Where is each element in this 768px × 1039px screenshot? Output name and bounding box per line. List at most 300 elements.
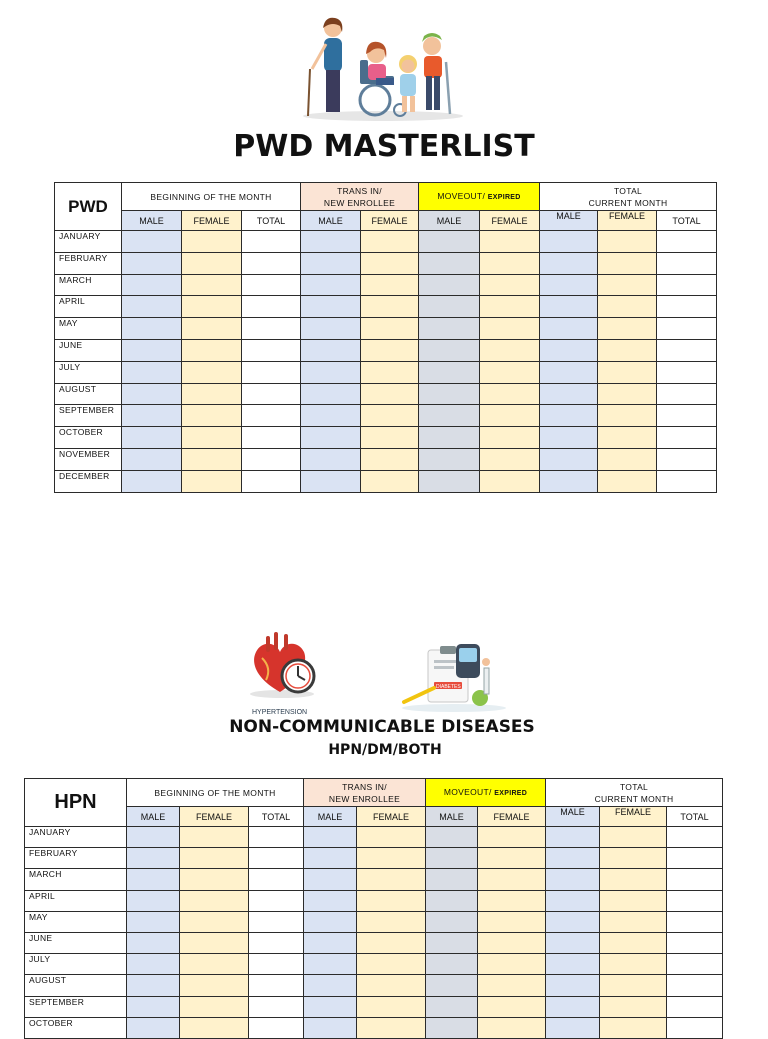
- entry-cell[interactable]: [182, 252, 242, 274]
- entry-cell[interactable]: [540, 339, 598, 361]
- entry-cell[interactable]: [249, 827, 304, 848]
- entry-cell[interactable]: [540, 318, 598, 340]
- entry-cell[interactable]: [419, 470, 480, 492]
- entry-cell[interactable]: [304, 890, 357, 911]
- entry-cell[interactable]: [478, 975, 546, 996]
- entry-cell[interactable]: [478, 996, 546, 1017]
- entry-cell[interactable]: [304, 996, 357, 1017]
- entry-cell[interactable]: [480, 339, 540, 361]
- entry-cell[interactable]: [419, 252, 480, 274]
- entry-cell[interactable]: [182, 339, 242, 361]
- month-label: MAY: [55, 318, 122, 340]
- table-tag-hpn: HPN: [25, 779, 127, 827]
- header-total-line2: CURRENT MONTH: [594, 793, 674, 804]
- entry-cell[interactable]: [598, 274, 657, 296]
- entry-cell[interactable]: [667, 869, 723, 890]
- entry-cell[interactable]: [242, 339, 301, 361]
- entry-cell[interactable]: [242, 361, 301, 383]
- entry-cell[interactable]: [301, 383, 361, 405]
- table-row: [25, 996, 723, 1017]
- month-label: APRIL: [55, 296, 122, 318]
- entry-cell[interactable]: [127, 890, 180, 911]
- table-row: [55, 274, 717, 296]
- entry-cell[interactable]: [357, 975, 426, 996]
- entry-cell[interactable]: [600, 827, 667, 848]
- entry-cell[interactable]: [478, 1017, 546, 1038]
- entry-cell[interactable]: [598, 448, 657, 470]
- entry-cell[interactable]: [657, 274, 717, 296]
- entry-cell[interactable]: [478, 954, 546, 975]
- entry-cell[interactable]: [419, 448, 480, 470]
- entry-cell[interactable]: [419, 383, 480, 405]
- ncd-title: NON-COMMUNICABLE DISEASES: [229, 717, 535, 737]
- entry-cell[interactable]: [249, 932, 304, 953]
- entry-cell[interactable]: [301, 296, 361, 318]
- entry-cell[interactable]: [122, 252, 182, 274]
- entry-cell[interactable]: [301, 231, 361, 253]
- entry-cell[interactable]: [540, 274, 598, 296]
- entry-cell[interactable]: [361, 252, 419, 274]
- entry-cell[interactable]: [180, 996, 249, 1017]
- header-total-line1: TOTAL: [613, 185, 643, 196]
- entry-cell[interactable]: [249, 848, 304, 869]
- entry-cell[interactable]: [419, 296, 480, 318]
- entry-cell[interactable]: [419, 318, 480, 340]
- entry-cell[interactable]: [546, 890, 600, 911]
- header-expired-label: EXPIRED: [487, 193, 521, 201]
- entry-cell[interactable]: [598, 470, 657, 492]
- entry-cell[interactable]: [122, 383, 182, 405]
- entry-cell[interactable]: [182, 427, 242, 449]
- header-beginning-of-month: BEGINNING OF THE MONTH: [127, 779, 304, 807]
- entry-cell[interactable]: [127, 975, 180, 996]
- heart-clock-illustration: [246, 628, 326, 718]
- subheader-female: FEMALE: [357, 807, 426, 827]
- header-total-current-month: [540, 183, 717, 211]
- entry-cell[interactable]: [301, 405, 361, 427]
- entry-cell[interactable]: [127, 911, 180, 932]
- entry-cell[interactable]: [667, 932, 723, 953]
- entry-cell[interactable]: [249, 996, 304, 1017]
- entry-cell[interactable]: [301, 427, 361, 449]
- month-label: JULY: [25, 954, 127, 975]
- entry-cell[interactable]: [357, 848, 426, 869]
- month-label: SEPTEMBER: [25, 996, 127, 1017]
- pwd-masterlist-table: [54, 182, 717, 493]
- entry-cell[interactable]: [304, 932, 357, 953]
- entry-cell[interactable]: [180, 932, 249, 953]
- entry-cell[interactable]: [242, 470, 301, 492]
- subheader-female: FEMALE: [180, 807, 249, 827]
- entry-cell[interactable]: [180, 827, 249, 848]
- entry-cell[interactable]: [657, 427, 717, 449]
- entry-cell[interactable]: [540, 448, 598, 470]
- entry-cell[interactable]: [122, 448, 182, 470]
- entry-cell[interactable]: [419, 231, 480, 253]
- subheader-female: FEMALE: [361, 211, 419, 231]
- entry-cell[interactable]: [540, 383, 598, 405]
- header-moveout: [426, 779, 546, 807]
- entry-cell[interactable]: [242, 296, 301, 318]
- month-label: MARCH: [25, 869, 127, 890]
- subheader-male: MALE: [546, 807, 600, 827]
- entry-cell[interactable]: [357, 890, 426, 911]
- table-row: [55, 231, 717, 253]
- entry-cell[interactable]: [600, 890, 667, 911]
- entry-cell[interactable]: [419, 405, 480, 427]
- entry-cell[interactable]: [598, 231, 657, 253]
- entry-cell[interactable]: [242, 252, 301, 274]
- subheader-male: MALE: [304, 807, 357, 827]
- entry-cell[interactable]: [480, 318, 540, 340]
- hpn-table: [24, 778, 723, 1039]
- entry-cell[interactable]: [600, 975, 667, 996]
- entry-cell[interactable]: [419, 339, 480, 361]
- entry-cell[interactable]: [657, 231, 717, 253]
- entry-cell[interactable]: [304, 869, 357, 890]
- entry-cell[interactable]: [667, 848, 723, 869]
- entry-cell[interactable]: [657, 318, 717, 340]
- entry-cell[interactable]: [301, 448, 361, 470]
- entry-cell[interactable]: [357, 932, 426, 953]
- entry-cell[interactable]: [242, 274, 301, 296]
- entry-cell[interactable]: [127, 996, 180, 1017]
- subheader-male: MALE: [301, 211, 361, 231]
- entry-cell[interactable]: [249, 869, 304, 890]
- entry-cell[interactable]: [657, 252, 717, 274]
- table-row: [25, 954, 723, 975]
- table-row: [25, 827, 723, 848]
- entry-cell[interactable]: [598, 427, 657, 449]
- entry-cell[interactable]: [361, 405, 419, 427]
- entry-cell[interactable]: [426, 954, 478, 975]
- entry-cell[interactable]: [180, 890, 249, 911]
- entry-cell[interactable]: [600, 911, 667, 932]
- entry-cell[interactable]: [478, 848, 546, 869]
- entry-cell[interactable]: [357, 911, 426, 932]
- entry-cell[interactable]: [426, 890, 478, 911]
- entry-cell[interactable]: [357, 996, 426, 1017]
- entry-cell[interactable]: [546, 869, 600, 890]
- entry-cell[interactable]: [540, 252, 598, 274]
- table-row: [25, 932, 723, 953]
- entry-cell[interactable]: [667, 911, 723, 932]
- entry-cell[interactable]: [426, 932, 478, 953]
- entry-cell[interactable]: [480, 361, 540, 383]
- entry-cell[interactable]: [249, 975, 304, 996]
- diabetes-illustration: [398, 638, 510, 714]
- entry-cell[interactable]: [304, 1017, 357, 1038]
- entry-cell[interactable]: [122, 427, 182, 449]
- entry-cell[interactable]: [361, 318, 419, 340]
- pwd-table-body: [55, 231, 717, 493]
- entry-cell[interactable]: [301, 361, 361, 383]
- entry-cell[interactable]: [361, 383, 419, 405]
- entry-cell[interactable]: [361, 274, 419, 296]
- entry-cell[interactable]: [122, 470, 182, 492]
- entry-cell[interactable]: [182, 296, 242, 318]
- table-row: [25, 911, 723, 932]
- month-label: FEBRUARY: [55, 252, 122, 274]
- entry-cell[interactable]: [180, 869, 249, 890]
- month-label: AUGUST: [55, 383, 122, 405]
- month-label: AUGUST: [25, 975, 127, 996]
- entry-cell[interactable]: [127, 848, 180, 869]
- entry-cell[interactable]: [540, 231, 598, 253]
- entry-cell[interactable]: [301, 274, 361, 296]
- entry-cell[interactable]: [657, 383, 717, 405]
- table-row: [25, 975, 723, 996]
- entry-cell[interactable]: [122, 231, 182, 253]
- entry-cell[interactable]: [419, 427, 480, 449]
- table-row: [55, 318, 717, 340]
- entry-cell[interactable]: [361, 296, 419, 318]
- subheader-male: MALE: [426, 807, 478, 827]
- header-moveout-label: MOVEOUT/: [437, 190, 486, 201]
- subheader-total: TOTAL: [657, 211, 717, 231]
- subheader-male: MALE: [122, 211, 182, 231]
- entry-cell[interactable]: [657, 339, 717, 361]
- entry-cell[interactable]: [182, 361, 242, 383]
- entry-cell[interactable]: [546, 911, 600, 932]
- entry-cell[interactable]: [361, 448, 419, 470]
- entry-cell[interactable]: [667, 827, 723, 848]
- entry-cell[interactable]: [242, 448, 301, 470]
- table-row: [55, 252, 717, 274]
- entry-cell[interactable]: [249, 1017, 304, 1038]
- entry-cell[interactable]: [127, 869, 180, 890]
- entry-cell[interactable]: [180, 911, 249, 932]
- entry-cell[interactable]: [301, 339, 361, 361]
- table-row: [25, 890, 723, 911]
- subheader-female: FEMALE: [480, 211, 540, 231]
- entry-cell[interactable]: [546, 975, 600, 996]
- hpn-table-body: [25, 827, 723, 1039]
- entry-cell[interactable]: [361, 231, 419, 253]
- entry-cell[interactable]: [480, 383, 540, 405]
- entry-cell[interactable]: [478, 827, 546, 848]
- entry-cell[interactable]: [249, 890, 304, 911]
- entry-cell[interactable]: [598, 296, 657, 318]
- entry-cell[interactable]: [600, 1017, 667, 1038]
- entry-cell[interactable]: [122, 274, 182, 296]
- entry-cell[interactable]: [426, 996, 478, 1017]
- entry-cell[interactable]: [480, 252, 540, 274]
- entry-cell[interactable]: [478, 890, 546, 911]
- month-label: JANUARY: [55, 231, 122, 253]
- entry-cell[interactable]: [122, 318, 182, 340]
- table-row: [55, 448, 717, 470]
- entry-cell[interactable]: [426, 975, 478, 996]
- header-total-line1: TOTAL: [619, 781, 649, 792]
- entry-cell[interactable]: [667, 1017, 723, 1038]
- entry-cell[interactable]: [598, 252, 657, 274]
- entry-cell[interactable]: [426, 827, 478, 848]
- entry-cell[interactable]: [242, 383, 301, 405]
- entry-cell[interactable]: [546, 996, 600, 1017]
- month-label: MAY: [25, 911, 127, 932]
- subheader-total: TOTAL: [667, 807, 723, 827]
- entry-cell[interactable]: [600, 869, 667, 890]
- entry-cell[interactable]: [478, 869, 546, 890]
- entry-cell[interactable]: [122, 339, 182, 361]
- entry-cell[interactable]: [657, 405, 717, 427]
- entry-cell[interactable]: [180, 975, 249, 996]
- entry-cell[interactable]: [667, 954, 723, 975]
- table-row: [25, 869, 723, 890]
- entry-cell[interactable]: [480, 296, 540, 318]
- entry-cell[interactable]: [600, 996, 667, 1017]
- table-row: [55, 470, 717, 492]
- month-label: JULY: [55, 361, 122, 383]
- table-tag-pwd: PWD: [55, 183, 122, 231]
- entry-cell[interactable]: [304, 911, 357, 932]
- entry-cell[interactable]: [480, 405, 540, 427]
- entry-cell[interactable]: [249, 911, 304, 932]
- entry-cell[interactable]: [540, 427, 598, 449]
- entry-cell[interactable]: [242, 405, 301, 427]
- table-row: [55, 427, 717, 449]
- ncd-subtitle: HPN/DM/BOTH: [328, 742, 442, 758]
- entry-cell[interactable]: [127, 1017, 180, 1038]
- entry-cell[interactable]: [546, 848, 600, 869]
- entry-cell[interactable]: [480, 470, 540, 492]
- entry-cell[interactable]: [361, 470, 419, 492]
- entry-cell[interactable]: [180, 954, 249, 975]
- entry-cell[interactable]: [480, 448, 540, 470]
- header-trans-line1: TRANS IN/: [342, 781, 387, 792]
- entry-cell[interactable]: [480, 274, 540, 296]
- entry-cell[interactable]: [540, 361, 598, 383]
- diabetes-caption: DIABETES: [436, 684, 461, 690]
- entry-cell[interactable]: [598, 318, 657, 340]
- entry-cell[interactable]: [182, 470, 242, 492]
- entry-cell[interactable]: [127, 827, 180, 848]
- pwd-people-illustration: [300, 14, 466, 122]
- entry-cell[interactable]: [304, 954, 357, 975]
- entry-cell[interactable]: [242, 318, 301, 340]
- entry-cell[interactable]: [546, 932, 600, 953]
- header-trans-in: [304, 779, 426, 807]
- entry-cell[interactable]: [304, 975, 357, 996]
- subheader-total: TOTAL: [242, 211, 301, 231]
- entry-cell[interactable]: [182, 231, 242, 253]
- entry-cell[interactable]: [361, 361, 419, 383]
- entry-cell[interactable]: [426, 911, 478, 932]
- entry-cell[interactable]: [182, 274, 242, 296]
- entry-cell[interactable]: [301, 470, 361, 492]
- entry-cell[interactable]: [301, 318, 361, 340]
- entry-cell[interactable]: [419, 274, 480, 296]
- table-row: [55, 339, 717, 361]
- entry-cell[interactable]: [546, 954, 600, 975]
- entry-cell[interactable]: [357, 1017, 426, 1038]
- entry-cell[interactable]: [182, 383, 242, 405]
- header-expired-label: EXPIRED: [494, 789, 528, 797]
- entry-cell[interactable]: [357, 827, 426, 848]
- entry-cell[interactable]: [180, 848, 249, 869]
- entry-cell[interactable]: [122, 361, 182, 383]
- entry-cell[interactable]: [127, 954, 180, 975]
- entry-cell[interactable]: [301, 252, 361, 274]
- entry-cell[interactable]: [598, 339, 657, 361]
- entry-cell[interactable]: [667, 890, 723, 911]
- page-title: PWD MASTERLIST: [233, 129, 535, 164]
- header-total-line2: CURRENT MONTH: [588, 197, 668, 208]
- entry-cell[interactable]: [540, 470, 598, 492]
- entry-cell[interactable]: [180, 1017, 249, 1038]
- entry-cell[interactable]: [361, 339, 419, 361]
- entry-cell[interactable]: [426, 1017, 478, 1038]
- entry-cell[interactable]: [540, 405, 598, 427]
- entry-cell[interactable]: [540, 296, 598, 318]
- entry-cell[interactable]: [480, 427, 540, 449]
- header-trans-in: [301, 183, 419, 211]
- header-trans-line2: NEW ENROLLEE: [323, 197, 396, 208]
- month-label: FEBRUARY: [25, 848, 127, 869]
- entry-cell[interactable]: [242, 427, 301, 449]
- header-total-current-month: [546, 779, 723, 807]
- entry-cell[interactable]: [598, 361, 657, 383]
- entry-cell[interactable]: [127, 932, 180, 953]
- entry-cell[interactable]: [426, 848, 478, 869]
- entry-cell[interactable]: [478, 932, 546, 953]
- entry-cell[interactable]: [600, 848, 667, 869]
- entry-cell[interactable]: [546, 827, 600, 848]
- entry-cell[interactable]: [242, 231, 301, 253]
- entry-cell[interactable]: [657, 470, 717, 492]
- entry-cell[interactable]: [480, 231, 540, 253]
- month-label: APRIL: [25, 890, 127, 911]
- entry-cell[interactable]: [357, 954, 426, 975]
- header-trans-line2: NEW ENROLLEE: [328, 793, 401, 804]
- entry-cell[interactable]: [667, 996, 723, 1017]
- entry-cell[interactable]: [361, 427, 419, 449]
- subheader-female: FEMALE: [600, 807, 667, 827]
- header-moveout: [419, 183, 540, 211]
- table-row: [55, 405, 717, 427]
- entry-cell[interactable]: [419, 361, 480, 383]
- month-label: MARCH: [55, 274, 122, 296]
- entry-cell[interactable]: [122, 405, 182, 427]
- subheader-male: MALE: [127, 807, 180, 827]
- table-row: [55, 361, 717, 383]
- entry-cell[interactable]: [600, 932, 667, 953]
- entry-cell[interactable]: [598, 383, 657, 405]
- subheader-male: MALE: [419, 211, 480, 231]
- entry-cell[interactable]: [122, 296, 182, 318]
- month-label: SEPTEMBER: [55, 405, 122, 427]
- table-row: [25, 1017, 723, 1038]
- entry-cell[interactable]: [598, 405, 657, 427]
- entry-cell[interactable]: [304, 848, 357, 869]
- entry-cell[interactable]: [182, 405, 242, 427]
- entry-cell[interactable]: [182, 318, 242, 340]
- entry-cell[interactable]: [657, 448, 717, 470]
- table-row: [55, 383, 717, 405]
- entry-cell[interactable]: [546, 1017, 600, 1038]
- entry-cell[interactable]: [600, 954, 667, 975]
- entry-cell[interactable]: [182, 448, 242, 470]
- entry-cell[interactable]: [426, 869, 478, 890]
- entry-cell[interactable]: [667, 975, 723, 996]
- entry-cell[interactable]: [478, 911, 546, 932]
- entry-cell[interactable]: [249, 954, 304, 975]
- entry-cell[interactable]: [657, 361, 717, 383]
- entry-cell[interactable]: [657, 296, 717, 318]
- entry-cell[interactable]: [304, 827, 357, 848]
- entry-cell[interactable]: [357, 869, 426, 890]
